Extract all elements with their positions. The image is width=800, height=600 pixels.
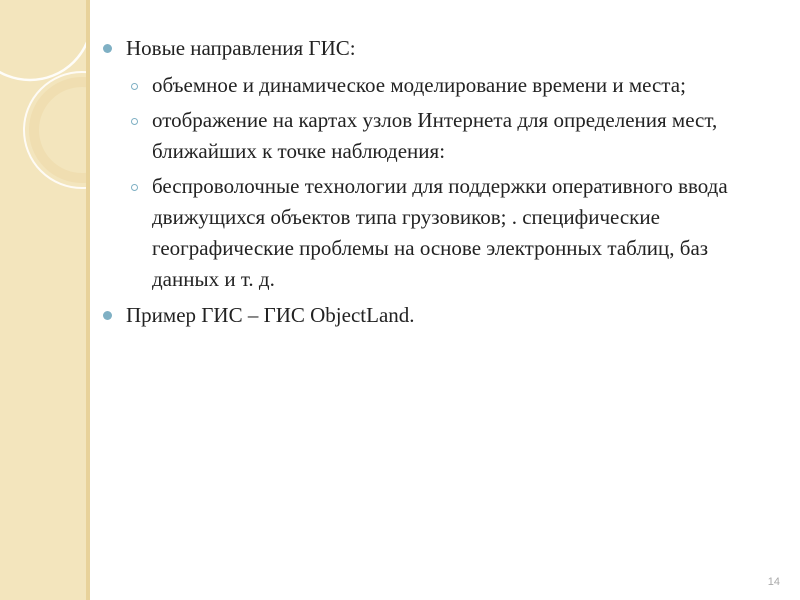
sub-bullet-ring-icon: [131, 184, 138, 191]
sub-bullet-text: беспроволочные технологии для поддержки оперативного ввода движущихся объектов типа грузовиков; . специфические географические проблемы на основе электронных таблиц, баз данных и т. д.: [152, 174, 728, 291]
slide-content: [100, 34, 772, 337]
sub-bullet-ring-icon: [131, 118, 138, 125]
sub-bullet-item: [100, 105, 772, 167]
slide-number: 14: [767, 576, 780, 588]
side-divider: [86, 0, 90, 600]
sub-bullet-text: объемное и динамическое моделирование времени и места;: [152, 73, 686, 97]
bullet-dot-icon: [103, 44, 112, 53]
sub-bullet-ring-icon: [131, 83, 138, 90]
bullet-item: [100, 301, 772, 329]
sub-bullet-text: отображение на картах узлов Интернета для определения мест, ближайших к точке наблюдения:: [152, 108, 718, 163]
sub-bullet-item: [100, 171, 772, 295]
bullet-item: [100, 34, 772, 62]
decorative-circles-icon: [0, 0, 86, 600]
bullet-dot-icon: [103, 311, 112, 320]
decorative-side-band: [0, 0, 86, 600]
bullet-text: Новые направления ГИС:: [126, 36, 356, 60]
sub-bullet-list: [100, 70, 772, 295]
bullet-text: Пример ГИС – ГИС ObjectLand.: [126, 303, 415, 327]
sub-bullet-item: [100, 70, 772, 101]
